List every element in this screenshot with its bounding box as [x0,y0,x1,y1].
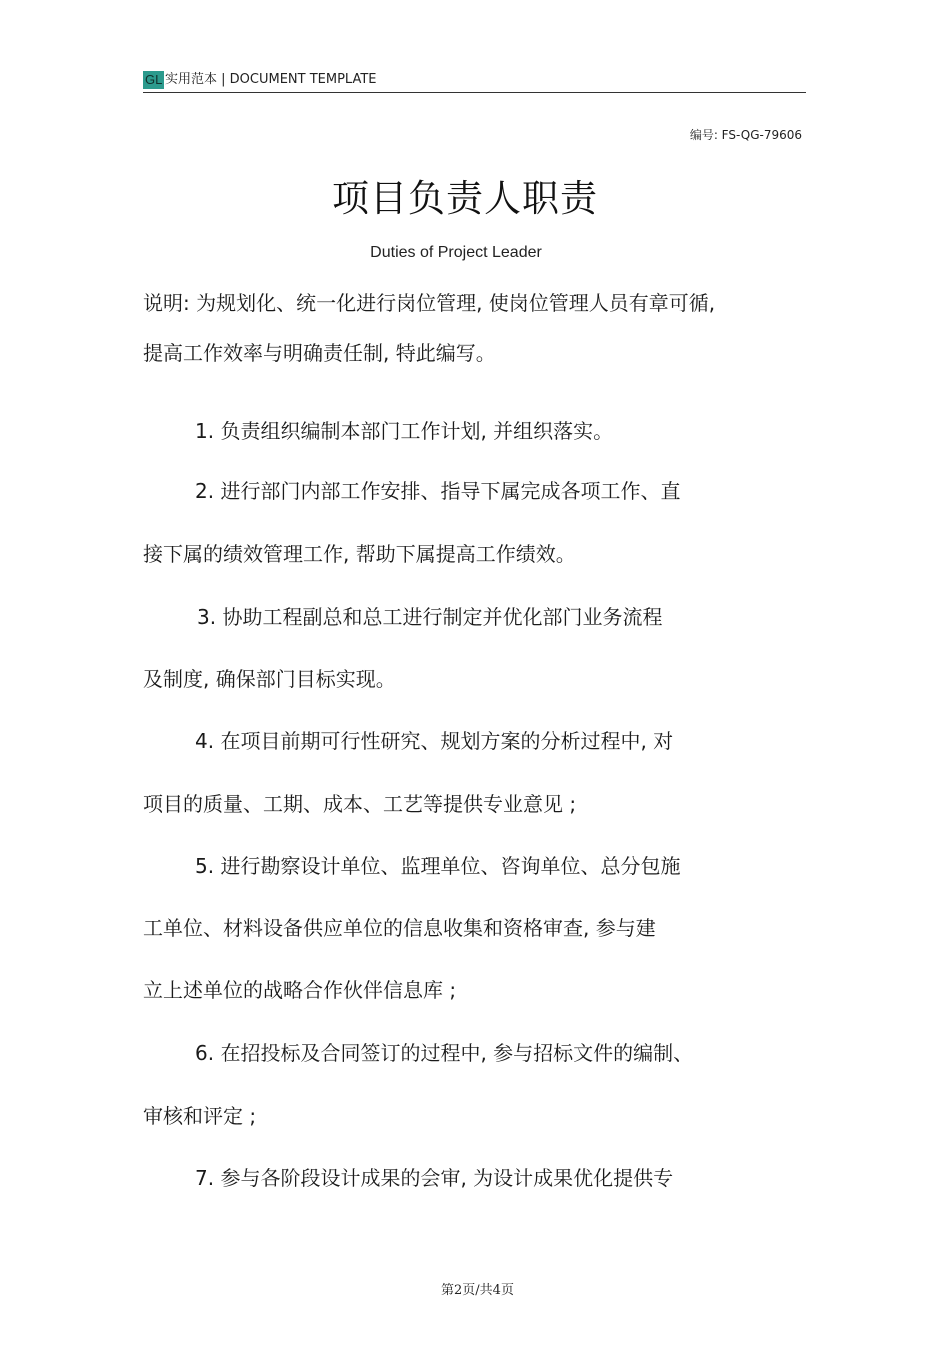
list-item: 6. 在招投标及合同签订的过程中, 参与招标文件的编制、 [195,1041,694,1065]
body-line: 项目的质量、工期、成本、工艺等提供专业意见 ; [143,792,577,816]
page-footer: 第2页/共4页 [441,1283,514,1298]
document-title: 项目负责人职责 [332,177,598,220]
body-line: 立上述单位的战略合作伙伴信息库 ; [143,978,457,1002]
body-line: 审核和评定 ; [143,1104,257,1128]
document-subtitle: Duties of Project Leader [370,244,542,261]
list-item: 4. 在项目前期可行性研究、规划方案的分析过程中, 对 [195,729,674,753]
body-line: 接下属的绩效管理工作, 帮助下属提高工作绩效。 [143,542,576,566]
document-number: 编号: FS-QG-79606 [689,128,802,142]
list-item: 5. 进行勘察设计单位、监理单位、咨询单位、总分包施 [195,854,681,878]
body-line: 工单位、材料设备供应单位的信息收集和资格审查, 参与建 [143,916,656,940]
body-line: 提高工作效率与明确责任制, 特此编写。 [143,341,496,365]
list-item: 1. 负责组织编制本部门工作计划, 并组织落实。 [195,419,614,443]
header-logo: GL [145,72,163,87]
list-item: 3. 协助工程副总和总工进行制定并优化部门业务流程 [197,605,663,629]
body-line: 说明: 为规划化、统一化进行岗位管理, 使岗位管理人员有章可循, [143,291,716,315]
list-item: 7. 参与各阶段设计成果的会审, 为设计成果优化提供专 [195,1166,674,1190]
list-item: 2. 进行部门内部工作安排、指导下属完成各项工作、直 [195,479,681,503]
page-header [143,70,806,93]
body-line: 及制度, 确保部门目标实现。 [143,667,396,691]
header-text: 实用范本 | DOCUMENT TEMPLATE [165,72,377,87]
